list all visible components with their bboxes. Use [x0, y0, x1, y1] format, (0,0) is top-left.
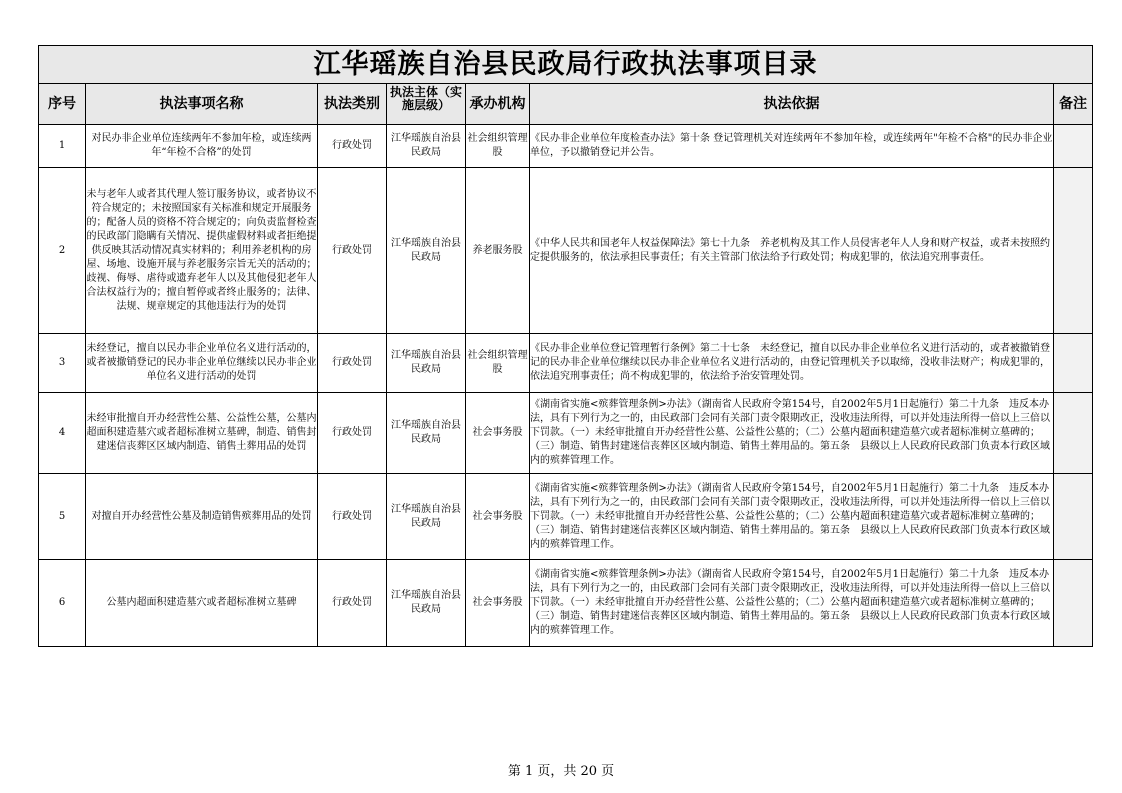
row-note: [1054, 474, 1093, 560]
row-seq: 4: [39, 393, 86, 474]
row-type: 行政处罚: [318, 474, 387, 560]
row-note: [1054, 393, 1093, 474]
row-type: 行政处罚: [318, 393, 387, 474]
row-seq: 3: [39, 334, 86, 393]
row-type: 行政处罚: [318, 334, 387, 393]
header-row: [39, 84, 1093, 125]
header-seq: 序号: [39, 84, 86, 125]
row-note: [1054, 125, 1093, 168]
header-subject: [387, 84, 466, 125]
row-subject: 江华瑶族自治县民政局: [387, 125, 466, 168]
header-name: 执法事项名称: [86, 84, 318, 125]
row-subject: 江华瑶族自治县民政局: [387, 393, 466, 474]
row-basis: 《民办非企业单位年度检查办法》第十条 登记管理机关对连续两年不参加年检，或连续两年"年检不合格"的民办非企业单位，予以撤销登记并公告。: [530, 125, 1054, 168]
header-type: 执法类别: [318, 84, 387, 125]
row-name: 未经登记，擅自以民办非企业单位名义进行活动的，或者被撤销登记的民办非企业单位继续以民办非企业单位名义进行活动的处罚: [86, 334, 318, 393]
row-seq: 5: [39, 474, 86, 560]
row-note: [1054, 334, 1093, 393]
row-name: 未经审批擅自开办经营性公墓、公益性公墓，公墓内超面积建造墓穴或者超标准树立墓碑，制造、销售封建迷信丧葬区区域内制造、销售土葬用品的处罚: [86, 393, 318, 474]
table-row: [39, 560, 1093, 647]
table-row: [39, 168, 1093, 334]
table-row: [39, 393, 1093, 474]
row-seq: 2: [39, 168, 86, 334]
row-note: [1054, 168, 1093, 334]
row-basis: 《中华人民共和国老年人权益保障法》第七十九条 养老机构及其工作人员侵害老年人人身和财产权益，或者未按照约定提供服务的，依法承担民事责任；有关主管部门依法给予行政处罚；构成犯罪的，依法追究刑事责任。: [530, 168, 1054, 334]
row-basis: 《民办非企业单位登记管理暂行条例》第二十七条 未经登记，擅自以民办非企业单位名义进行活动的，或者被撤销登记的民办非企业单位继续以民办非企业单位名义进行活动的，由登记管理机关予以取缔，没收非法财产；构成犯罪的，依法追究刑事责任；尚不构成犯罪的，依法给予治安管理处罚。: [530, 334, 1054, 393]
row-seq: 1: [39, 125, 86, 168]
row-type: 行政处罚: [318, 560, 387, 647]
row-name: 公墓内超面积建造墓穴或者超标准树立墓碑: [86, 560, 318, 647]
row-name: 对擅自开办经营性公墓及制造销售殡葬用品的处罚: [86, 474, 318, 560]
row-dept: 社会事务股: [466, 393, 530, 474]
header-basis: 执法依据: [530, 84, 1054, 125]
page-footer: 第 1 页，共 20 页: [507, 764, 615, 779]
row-basis: 《湖南省实施<殡葬管理条例>办法》（湖南省人民政府令第154号，自2002年5月1日起施行）第二十九条 违反本办法，具有下列行为之一的，由民政部门会同有关部门责令限期改正，没收违法所得，可以并处违法所得一倍以上三倍以下罚款。（一）未经审批擅自开办经营性公墓、公益性公墓的；（二）公墓内超面积建造墓穴或者超标准树立墓碑的；（三）制造、销售封建迷信丧葬区区域内制造、销售土葬用品的。第五条 县级以上人民政府民政部门负责本行政区域内的殡葬管理工作。: [530, 560, 1054, 647]
table-row: [39, 334, 1093, 393]
header-subject-label: 执法主体（实施层级）: [389, 84, 462, 112]
row-subject: 江华瑶族自治县民政局: [387, 474, 466, 560]
row-name: 未与老年人或者其代理人签订服务协议，或者协议不符合规定的；未按照国家有关标准和规定开展服务的；配备人员的资格不符合规定的；向负责监督检查的民政部门隐瞒有关情况、提供虚假材料或者拒绝提供反映其活动情况真实材料的；利用养老机构的房屋、场地、设施开展与养老服务宗旨无关的活动的；歧视、侮辱、虐待或遗弃老年人以及其他侵犯老年人 合法权益行为的；擅自暂停或者终止服务的；法律、法规、规章规定的其他违法行为的处罚: [86, 168, 318, 334]
row-subject: 江华瑶族自治县民政局: [387, 168, 466, 334]
page-title: 江华瑶族自治县民政局行政执法事项目录: [39, 46, 1093, 84]
row-dept: 社会组织管理股: [466, 125, 530, 168]
row-basis: 《湖南省实施<殡葬管理条例>办法》（湖南省人民政府令第154号，自2002年5月1日起施行）第二十九条 违反本办法，具有下列行为之一的，由民政部门会同有关部门责令限期改正，没收违法所得，可以并处违法所得一倍以上三倍以下罚款。（一）未经审批擅自开办经营性公墓、公益性公墓的；（二）公墓内超面积建造墓穴或者超标准树立墓碑的；（三）制造、销售封建迷信丧葬区区域内制造、销售土葬用品的。第五条 县级以上人民政府民政部门负责本行政区域内的殡葬管理工作。: [530, 474, 1054, 560]
row-dept: 社会事务股: [466, 474, 530, 560]
row-subject: 江华瑶族自治县民政局: [387, 334, 466, 393]
row-basis: 《湖南省实施<殡葬管理条例>办法》（湖南省人民政府令第154号，自2002年5月1日起施行）第二十九条 违反本办法，具有下列行为之一的，由民政部门会同有关部门责令限期改正，没收违法所得，可以并处违法所得一倍以上三倍以下罚款。（一）未经审批擅自开办经营性公墓、公益性公墓的；（二）公墓内超面积建造墓穴或者超标准树立墓碑的；（三）制造、销售封建迷信丧葬区区域内制造、销售土葬用品的。第五条 县级以上人民政府民政部门负责本行政区域内的殡葬管理工作。: [530, 393, 1054, 474]
row-dept: 社会事务股: [466, 560, 530, 647]
row-note: [1054, 560, 1093, 647]
row-seq: 6: [39, 560, 86, 647]
row-type: 行政处罚: [318, 125, 387, 168]
enforcement-catalog-table: [38, 45, 1093, 647]
row-type: 行政处罚: [318, 168, 387, 334]
row-subject: 江华瑶族自治县民政局: [387, 560, 466, 647]
row-dept: 养老服务股: [466, 168, 530, 334]
header-note: 备注: [1054, 84, 1093, 125]
header-dept: 承办机构: [466, 84, 530, 125]
row-name: 对民办非企业单位连续两年不参加年检，或连续两年“年检不合格”的处罚: [86, 125, 318, 168]
table-row: [39, 125, 1093, 168]
row-dept: 社会组织管理股: [466, 334, 530, 393]
table-row: [39, 474, 1093, 560]
